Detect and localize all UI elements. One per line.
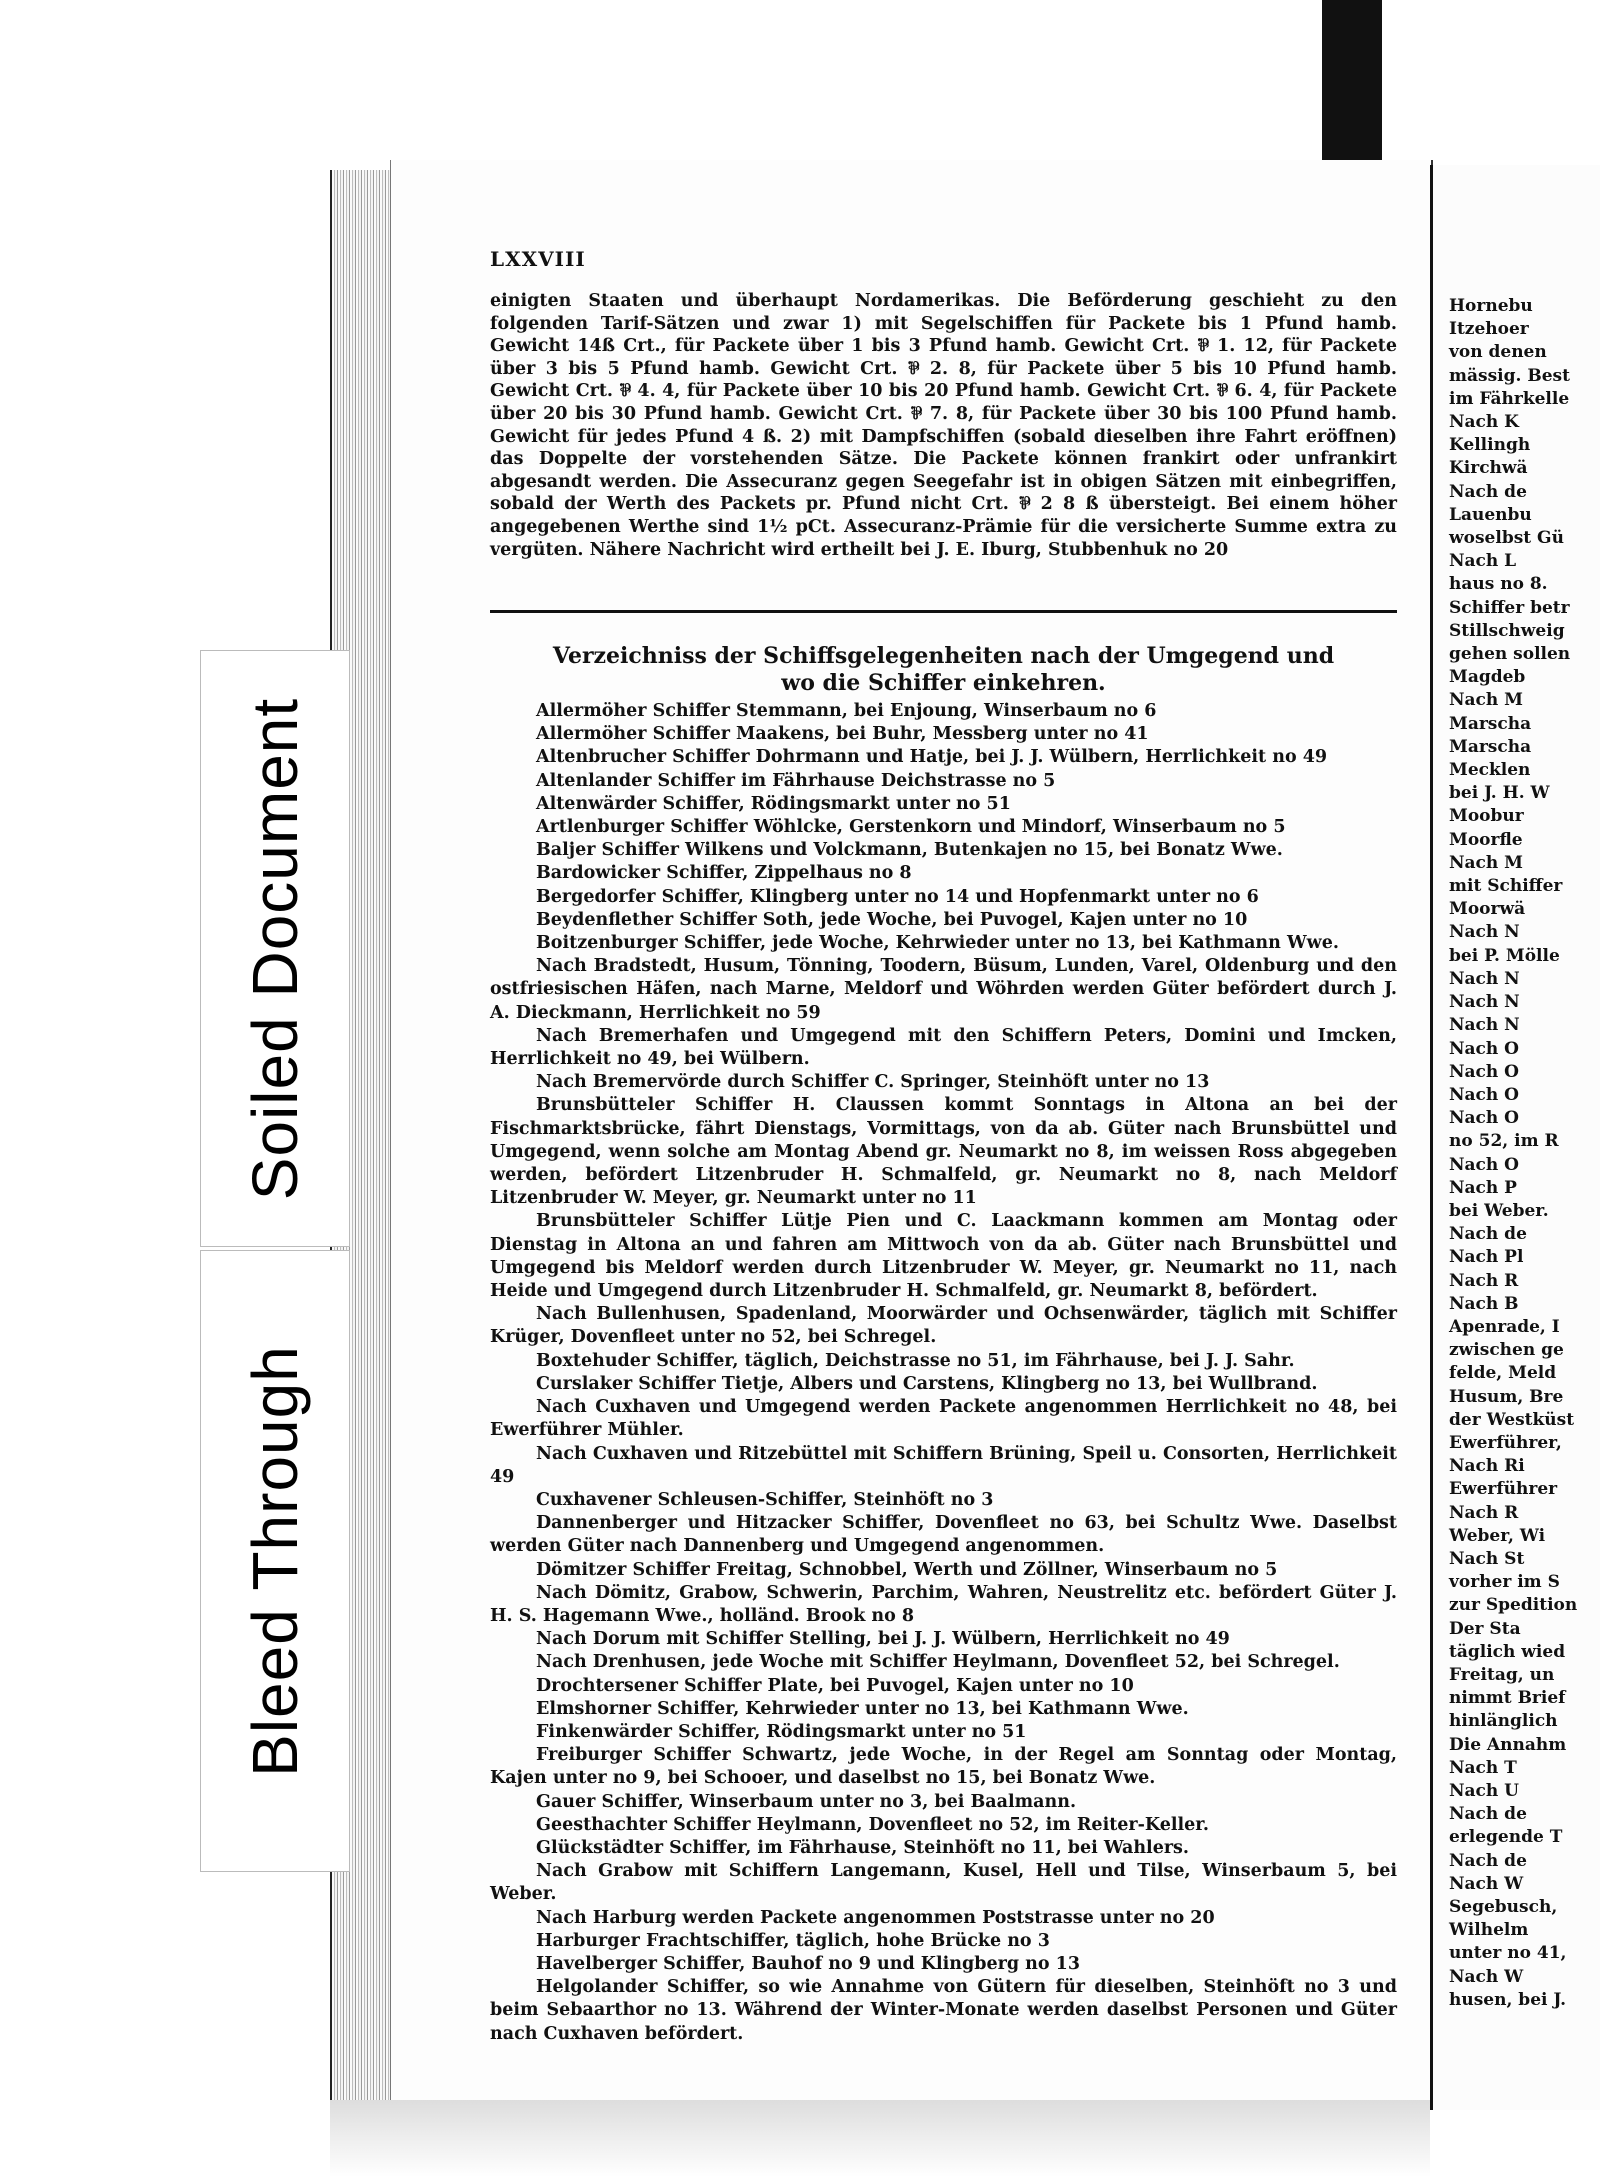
right-page-line: bei P. Mölle [1449, 945, 1560, 966]
ship-entry: Nach Bremerhafen und Umgegend mit den Schiffern Peters, Domini und Imcken, Herrlichkeit no 49, bei Wülbern. [490, 1025, 1397, 1070]
ship-entry: Bergedorfer Schiffer, Klingberg unter no 14 und Hopfenmarkt unter no 6 [536, 886, 1259, 907]
bleed-through-text: Bleed Through [239, 1345, 311, 1777]
ship-entry: Nach Drenhusen, jede Woche mit Schiffer Heylmann, Dovenfleet 52, bei Schregel. [536, 1652, 1340, 1673]
intro-paragraph: einigten Staaten und überhaupt Nordamerikas. Die Beförderung geschieht zu den folgenden Tarif-Sätzen und zwar 1) mit Segelschiffen für Packete bis 1 Pfund hamb. Gewicht 14ß Crt., für Packete über 1 bis 3 Pfund hamb. Gewicht Crt. ⅌ 1. 12, für Packete über 3 bis 5 Pfund hamb. Gewicht Crt. ⅌ 2. 8, für Packete über 5 bis 10 Pfund hamb. Gewicht Crt. ⅌ 4. 4, für Packete über 10 bis 20 Pfund hamb. Gewicht Crt. ⅌ 6. 4, für Packete über 20 bis 30 Pfund hamb. Gewicht Crt. ⅌ 7. 8, für Packete über 30 bis 100 Pfund hamb. Gewicht für jedes Pfund 4 ß. 2) mit Dampfschiffen (sobald dieselben ihre Fahrt eröffnen) das Doppelte der vorstehenden Sätze. Die Packete können frankirt oder unfrankirt abgesandt werden. Die Assecuranz gegen Seegefahr ist in obigen Sätzen mit einbegriffen, sobald der Werth des Packets pr. Pfund nicht Crt. ⅌ 2 8 ß übersteigt. Bei einem höher angegebenen Werthe sind 1½ pCt. Assecuranz-Prämie für die versicherte Summe extra zu vergüten. Nähere Nachricht wird ertheilt bei J. E. Iburg, Stubbenhuk no 20 [490, 291, 1397, 560]
ship-entry: Boitzenburger Schiffer, jede Woche, Kehrwieder unter no 13, bei Kathmann Wwe. [536, 933, 1339, 954]
ship-entry: Altenlander Schiffer im Fährhause Deichstrasse no 5 [536, 770, 1056, 791]
right-page-line: unter no 41, [1449, 1943, 1567, 1964]
right-page-line: Nach N [1449, 1015, 1520, 1036]
right-page-line: Nach M [1449, 852, 1524, 873]
right-page-line: Nach P [1449, 1177, 1517, 1198]
right-page-line: vorher im S [1449, 1572, 1560, 1593]
right-page-fragment [1430, 165, 1600, 2110]
right-page-line: Nach W [1449, 1966, 1524, 1987]
right-page-line: Nach R [1449, 1270, 1519, 1291]
ship-entry: Finkenwärder Schiffer, Rödingsmarkt unter no 51 [536, 1721, 1027, 1742]
section-heading-line-2: wo die Schiffer einkehren. [781, 670, 1106, 696]
bleed-through-label [200, 1250, 350, 1872]
ship-entry: Altenbrucher Schiffer Dohrmann und Hatje, bei J. J. Wülbern, Herrlichkeit no 49 [536, 747, 1328, 768]
right-page-line: Nach de [1449, 1850, 1527, 1871]
right-page-line: Nach de [1449, 1224, 1527, 1245]
right-page-line: Nach R [1449, 1502, 1519, 1523]
right-page-line: Wilhelm [1449, 1920, 1529, 1941]
ship-entry: Curslaker Schiffer Tietje, Albers und Carstens, Klingberg no 13, bei Wullbrand. [536, 1373, 1318, 1394]
ship-entry: Nach Cuxhaven und Umgegend werden Packete angenommen Herrlichkeit no 48, bei Ewerführer Mühler. [490, 1397, 1397, 1441]
ship-entry: Drochtersener Schiffer Plate, bei Puvogel, Kajen unter no 10 [536, 1675, 1134, 1696]
right-page-line: Apenrade, I [1449, 1316, 1560, 1337]
right-page-line: Nach N [1449, 992, 1520, 1013]
right-page-line: Nach N [1449, 922, 1520, 943]
right-page-line: husen, bei J. [1449, 1989, 1567, 2010]
ship-entry: Allermöher Schiffer Maakens, bei Buhr, Messberg unter no 41 [536, 724, 1149, 745]
ship-entry: Dömitzer Schiffer Freitag, Schnobbel, Werth und Zöllner, Winserbaum no 5 [536, 1559, 1278, 1580]
right-page-line: nimmt Brief [1449, 1688, 1566, 1709]
right-page-line: Stillschweig [1449, 620, 1565, 641]
binding-tab-top [1322, 0, 1382, 170]
right-page-line: Ewerführer, [1449, 1432, 1562, 1453]
right-page-line: Moorwä [1449, 899, 1526, 920]
right-page-line: Schiffer betr [1449, 597, 1570, 618]
right-page-line: haus no 8. [1449, 574, 1548, 595]
ship-entry: Cuxhavener Schleusen-Schiffer, Steinhöft no 3 [536, 1489, 994, 1510]
right-page-line: no 52, im R [1449, 1131, 1559, 1152]
right-page-line: bei Weber. [1449, 1200, 1549, 1221]
right-page-line: Nach Ri [1449, 1456, 1525, 1477]
right-page-line: zwischen ge [1449, 1340, 1564, 1361]
page-folio: LXXVIII [490, 247, 586, 271]
soiled-document-text: Soiled Document [239, 697, 311, 1200]
ship-entry: Baljer Schiffer Wilkens und Volckmann, Butenkajen no 15, bei Bonatz Wwe. [536, 840, 1283, 861]
right-page-line: Freitag, un [1449, 1664, 1555, 1685]
right-page-line: Nach de [1449, 481, 1527, 502]
right-page-line: Der Sta [1449, 1618, 1521, 1639]
right-page-line: gehen sollen [1449, 644, 1571, 665]
section-heading-line-1: Verzeichniss der Schiffsgelegenheiten nach der Umgegend und [552, 643, 1335, 669]
right-page-line: mit Schiffer [1449, 876, 1563, 897]
ship-entry: Nach Bremervörde durch Schiffer C. Springer, Steinhöft unter no 13 [536, 1072, 1210, 1093]
right-page-line: Lauenbu [1449, 504, 1532, 525]
right-page-line: Mecklen [1449, 760, 1531, 781]
right-page-lines [1441, 295, 1577, 2012]
right-page-line: Nach T [1449, 1757, 1517, 1778]
ship-entry: Gauer Schiffer, Winserbaum unter no 3, bei Baalmann. [536, 1791, 1077, 1812]
right-page-line: von denen [1449, 342, 1547, 363]
ship-entry: Nach Harburg werden Packete angenommen Poststrasse unter no 20 [536, 1907, 1215, 1928]
right-page-line: Nach L [1449, 551, 1517, 572]
ship-entry: Allermöher Schiffer Stemmann, bei Enjoung, Winserbaum no 6 [536, 701, 1157, 721]
right-page-line: Nach M [1449, 690, 1524, 711]
right-page-line: Nach O [1449, 1084, 1519, 1105]
ship-entry: Nach Bradstedt, Husum, Tönning, Toodern, Büsum, Lunden, Varel, Oldenburg und den ostfriesischen Häfen, nach Marne, Meldorf und Wöhrden werden Güter befördert durch J. A. Dieckmann, Herrlichkeit no 59 [490, 956, 1397, 1023]
right-page-line: Nach O [1449, 1108, 1519, 1129]
ship-entry: Nach Grabow mit Schiffern Langemann, Kusel, Hell und Tilse, Winserbaum 5, bei Weber. [490, 1861, 1397, 1905]
ship-entries-list [490, 700, 1397, 2046]
right-page-line: Nach B [1449, 1293, 1519, 1314]
right-page-line: Die Annahm [1449, 1734, 1567, 1755]
bottom-shadow [330, 2100, 1430, 2177]
right-page-line: Kirchwä [1449, 458, 1528, 479]
right-page-line: zur Spedition [1449, 1595, 1578, 1616]
ship-entry: Nach Bullenhusen, Spadenland, Moorwärder und Ochsenwärder, täglich mit Schiffer Krüger, Dovenfleet unter no 52, bei Schregel. [490, 1304, 1397, 1348]
right-page-line: Nach U [1449, 1781, 1520, 1801]
ship-entry: Dannenberger und Hitzacker Schiffer, Dovenfleet no 63, bei Schultz Wwe. Daselbst werden Güter nach Dannenberg und Umgegend angenommen. [490, 1513, 1397, 1557]
right-page-line: Nach St [1449, 1548, 1525, 1569]
right-page-line: Nach O [1449, 1061, 1519, 1082]
ship-entry: Elmshorner Schiffer, Kehrwieder unter no 13, bei Kathmann Wwe. [536, 1698, 1189, 1719]
right-page-line: erlegende T [1449, 1827, 1563, 1848]
right-page-line: bei J. H. W [1449, 783, 1550, 804]
right-page-line: Nach O [1449, 1038, 1519, 1059]
right-page-line: der Westküst [1449, 1409, 1575, 1430]
ship-entry: Glückstädter Schiffer, im Fährhause, Steinhöft no 11, bei Wahlers. [536, 1837, 1190, 1858]
ship-entry: Beydenflether Schiffer Soth, jede Woche, bei Puvogel, Kajen unter no 10 [536, 909, 1248, 930]
right-page-line: Husum, Bre [1449, 1386, 1564, 1407]
right-page-line: Marscha [1449, 713, 1532, 734]
ship-entry: Brunsbütteler Schiffer Lütje Pien und C. Laackmann kommen am Montag oder Dienstag in Altona an und fahren am Mittwoch von da ab. Güter nach Brunsbüttel und Umgegend bis Meldorf werden durch Litzenbruder W. Meyer, gr. Neumarkt no 11, nach Heide und Umgegend durch Litzenbruder H. Schmalfeld, gr. Neumarkt 8, befördert. [490, 1211, 1397, 1302]
right-page-line: felde, Meld [1449, 1363, 1557, 1384]
right-page-line: Marscha [1449, 736, 1532, 757]
soiled-document-label [200, 650, 350, 1247]
right-page-line: Itzehoer [1449, 319, 1529, 340]
right-page-line: woselbst Gü [1449, 528, 1564, 549]
right-page-line: täglich wied [1449, 1641, 1566, 1662]
ship-entry: Freiburger Schiffer Schwartz, jede Woche, in der Regel am Sonntag oder Montag, Kajen unter no 9, bei Schooer, und daselbst no 15, bei Bonatz Wwe. [490, 1745, 1397, 1789]
ship-entry: Boxtehuder Schiffer, täglich, Deichstrasse no 51, im Fährhause, bei J. J. Sahr. [536, 1350, 1295, 1371]
ship-entry: Nach Dömitz, Grabow, Schwerin, Parchim, Wahren, Neustrelitz etc. befördert Güter J. H. S. Hagemann Wwe., holländ. Brook no 8 [490, 1582, 1397, 1626]
ship-entry: Nach Dorum mit Schiffer Stelling, bei J. J. Wülbern, Herrlichkeit no 49 [536, 1629, 1230, 1650]
ship-entry: Helgolander Schiffer, so wie Annahme von Gütern für dieselben, Steinhöft no 3 und beim Sebaarthor no 13. Während der Winter-Monate werden daselbst Personen und Güter nach Cuxhaven befördert. [490, 1977, 1397, 2044]
right-page-line: Nach K [1449, 412, 1519, 433]
right-page-line: Nach Pl [1449, 1247, 1524, 1268]
ship-entry: Havelberger Schiffer, Bauhof no 9 und Klingberg no 13 [536, 1953, 1081, 1974]
right-page-line: Hornebu [1449, 296, 1533, 316]
right-page-line: Moobur [1449, 806, 1524, 827]
right-page-line: Ewerführer [1449, 1479, 1558, 1500]
right-page-line: Magdeb [1449, 667, 1526, 688]
right-page-line: Segebusch, [1449, 1897, 1558, 1918]
ship-entry: Nach Cuxhaven und Ritzebüttel mit Schiffern Brüning, Speil u. Consorten, Herrlichkeit 49 [490, 1443, 1397, 1487]
right-page-line: Kellingh [1449, 435, 1531, 456]
right-page-line: hinlänglich [1449, 1711, 1558, 1732]
ship-entry: Altenwärder Schiffer, Rödingsmarkt unter no 51 [536, 793, 1011, 814]
right-page-line: Weber, Wi [1449, 1525, 1546, 1546]
ship-entry: Geesthachter Schiffer Heylmann, Dovenfleet no 52, im Reiter-Keller. [536, 1814, 1210, 1835]
right-page-line: Moorfle [1449, 829, 1523, 850]
ship-entry: Brunsbütteler Schiffer H. Claussen kommt Sonntags in Altona an bei der Fischmarktsbrücke, fährt Dienstags, Vormittags, von da ab. Güter nach Brunsbüttel und Umgegend, wenn solche am Montag Abend gr. Neumarkt no 8, im weissen Ross abgegeben werden, befördert Litzenbruder H. Schmalfeld, gr. Neumarkt no 8, nach Meldorf Litzenbruder W. Meyer, gr. Neumarkt unter no 11 [490, 1095, 1397, 1209]
ship-entry: Bardowicker Schiffer, Zippelhaus no 8 [536, 863, 912, 884]
section-divider [490, 610, 1397, 613]
ship-entry: Harburger Frachtschiffer, täglich, hohe Brücke no 3 [536, 1930, 1050, 1951]
right-page-line: Nach O [1449, 1154, 1519, 1175]
right-page-line: Nach N [1449, 968, 1520, 989]
right-page-line: im Fährkelle [1449, 388, 1570, 409]
ship-entry: Artlenburger Schiffer Wöhlcke, Gerstenkorn und Mindorf, Winserbaum no 5 [536, 817, 1286, 838]
right-page-line: Nach de [1449, 1804, 1527, 1825]
right-page-line: mässig. Best [1449, 365, 1570, 386]
section-heading [490, 643, 1397, 697]
right-page-line: Nach W [1449, 1873, 1524, 1894]
